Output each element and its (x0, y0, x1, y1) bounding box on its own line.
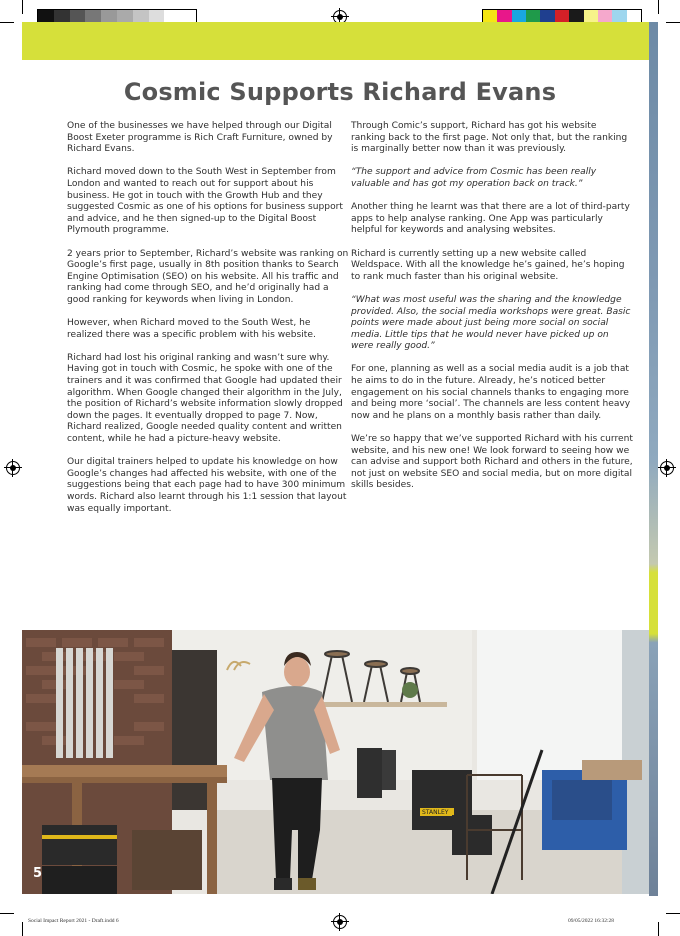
workshop-photo-illustration (22, 630, 649, 894)
registration-mark-bottom-icon (333, 915, 347, 929)
crop-mark (0, 913, 14, 914)
workshop-photo (22, 630, 649, 894)
registration-mark-left-icon (6, 461, 20, 475)
article-column-left (67, 121, 349, 527)
print-slug-filename: Social Impact Report 2021 - Draft.indd 6 (28, 918, 119, 924)
page-title: Cosmic Supports Richard Evans (123, 78, 557, 106)
crop-mark (666, 22, 680, 23)
body-paragraph: Through Comic’s support, Richard has got his website ranking back to the first page. Not only that, but the ranking is marginally better now than it was previously. (351, 121, 628, 155)
crop-mark (22, 0, 23, 14)
crop-mark (658, 0, 659, 14)
registration-mark-right-icon (660, 461, 674, 475)
body-paragraph: Richard had lost his original ranking and wasn’t sure why. Having got in touch with Cosmic, he spoke with one of the trainers and it was confirmed that Google had updated their algorithm. When Google changed their algorithm in the July, the position of Richard’s website information slowly dropped down the pages. It eventually dropped to page 7. Now, Richard realized, Google needed quality content and written content, while he had a picture-heavy website. (67, 352, 343, 445)
page-number: 5 (33, 866, 43, 881)
header-accent-band (22, 22, 658, 60)
body-paragraph: 2 years prior to September, Richard’s website was ranking on Google’s first page, usually in 8th position thanks to Search Engine Optimisation (SEO) on his website. All his traffic and ranking had come through SEO, and he’d originally had a good ranking for keywords when living in London. (67, 248, 349, 305)
body-paragraph: One of the businesses we have helped through our Digital Boost Exeter programme is Rich Craft Furniture, owned by Richard Evans. (67, 121, 333, 155)
body-paragraph: Richard is currently setting up a new website called Weldspace. With all the knowledge he’s gained, he’s hoping to rank much faster than his original website. (351, 248, 625, 282)
body-paragraph: Richard moved down to the South West in September from London and wanted to reach out for support about his business. He got in touch with the Growth Hub and they suggested Cosmic as one of his options for business support and advice, and he then signed-up to the Digital Boost Plymouth programme. (67, 167, 343, 236)
crop-mark (658, 922, 659, 936)
crop-mark (666, 913, 680, 914)
body-paragraph: For one, planning as well as a social media audit is a job that he aims to do in the future. Already, he’s noticed better engagement on his social channels thanks to engaging more and being more ‘social’. The channels are less content heavy now and he plans on a monthly basis rather than daily. (351, 364, 631, 421)
body-paragraph: We’re so happy that we’ve supported Richard with his current website, and his new one! We look forward to seeing how we can advise and support both Richard and others in the future, not just on website SEO and social media, but on more digital skills besides. (351, 434, 633, 491)
crop-mark (22, 922, 23, 936)
body-paragraph: However, when Richard moved to the South West, he realized there was a specific problem with his website. (67, 318, 316, 340)
pull-quote: “What was most useful was the sharing and the knowledge provided. Also, the social media workshops were great. Basic points were made about just being more social on social media. Little tips that he would never have picked up on were really good.” (351, 294, 631, 352)
body-paragraph: Our digital trainers helped to update his knowledge on how Google’s changes had affected his website, with one of the suggestions being that each page had to have 300 minimum words. Richard also learnt through his 1:1 session that layout was equally important. (67, 457, 347, 514)
body-paragraph: Another thing he learnt was that there are a lot of third-party apps to help analyse ranking. One App was particularly helpful for keywords and analysing websites. (351, 202, 630, 236)
article-column-right (351, 121, 633, 504)
toolbox-brand-label: STANLEY (422, 809, 449, 816)
print-slug-timestamp: 09/05/2022 16:32:28 (568, 918, 614, 924)
side-photo-strip (649, 22, 658, 896)
pull-quote: “The support and advice from Cosmic has been really valuable and has got my operation back on track.” (351, 167, 597, 189)
crop-mark (0, 22, 14, 23)
